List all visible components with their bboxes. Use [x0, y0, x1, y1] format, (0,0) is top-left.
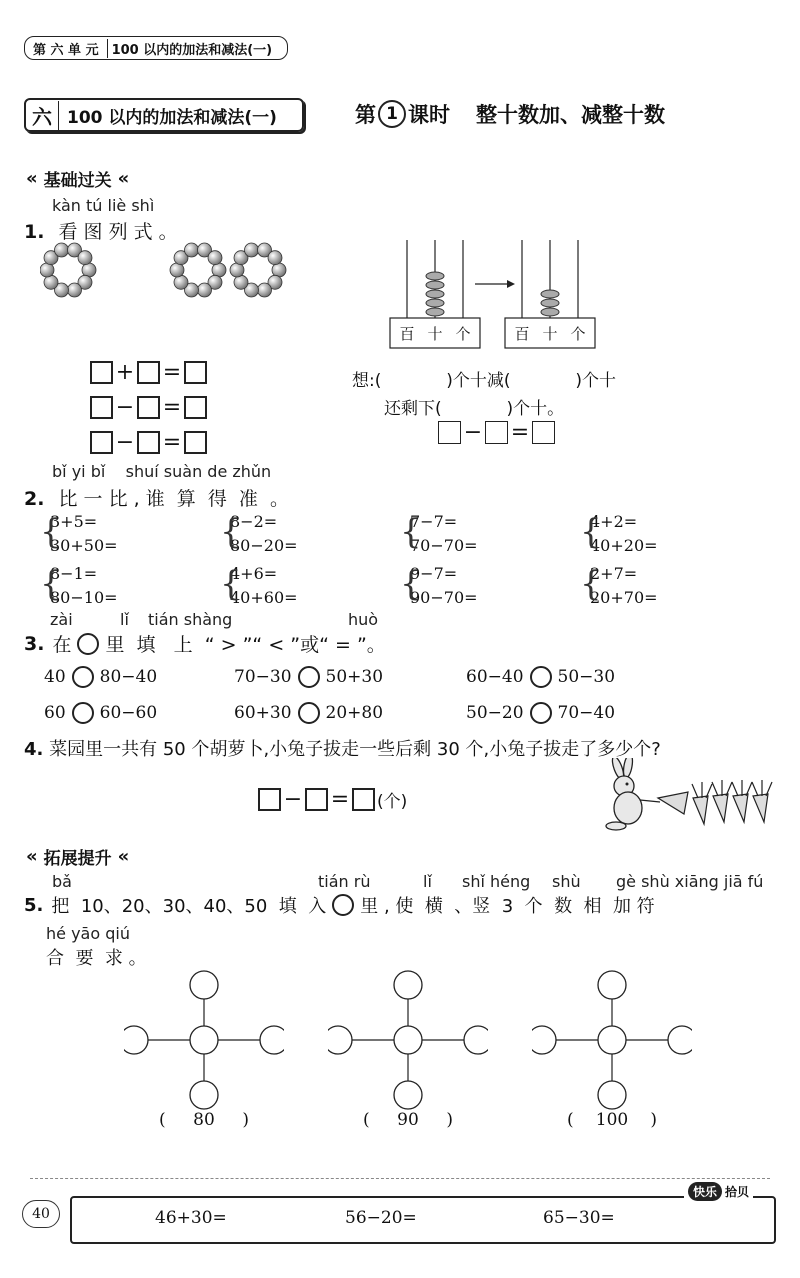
- bead: [198, 283, 212, 297]
- chevron-left-icon: «: [26, 845, 38, 867]
- abacus-beads-right: [541, 290, 559, 316]
- q2-expression[interactable]: 20+70=: [590, 588, 658, 607]
- page-number-badge: [22, 1200, 60, 1228]
- q2-expression[interactable]: 3+5=: [50, 512, 98, 531]
- lesson-title: [355, 98, 665, 130]
- cross-target-label: [159, 1110, 249, 1130]
- cross-circle-input[interactable]: [598, 1081, 626, 1109]
- q5-pinyin-5: shù: [552, 872, 581, 891]
- q1-pinyin: kàn tú liè shì: [52, 196, 155, 215]
- brace-icon: {: [400, 564, 422, 604]
- compare-circle-input[interactable]: [298, 666, 320, 688]
- q2-expression[interactable]: 8−1=: [50, 564, 98, 583]
- q3-right-expression: 70−40: [557, 703, 616, 723]
- bead: [82, 263, 96, 277]
- bead: [245, 243, 259, 257]
- answer-box[interactable]: [137, 431, 160, 454]
- q2-expression[interactable]: 70−70=: [410, 536, 478, 555]
- q3-right-expression: 80−40: [99, 667, 158, 687]
- cross-circle-input[interactable]: [124, 1026, 148, 1054]
- abacus-label-ge: 个: [570, 325, 586, 343]
- brace-icon: {: [40, 564, 62, 604]
- q2-expression[interactable]: 4+2=: [590, 512, 638, 531]
- answer-box[interactable]: [184, 361, 207, 384]
- unit-header: [24, 36, 288, 60]
- cross-circle-input[interactable]: [464, 1026, 488, 1054]
- paren-close: ): [446, 1110, 453, 1130]
- bead: [208, 251, 222, 265]
- q2-expression[interactable]: 30+50=: [50, 536, 118, 555]
- answer-box[interactable]: [90, 361, 113, 384]
- bead: [268, 251, 282, 265]
- q2-pair: [400, 510, 478, 558]
- brace-icon: {: [220, 564, 242, 604]
- brace-icon: {: [580, 512, 602, 552]
- chapter-title-bar: [24, 98, 304, 132]
- chevron-left-icon: «: [26, 167, 38, 189]
- abacus-label-bai: 百: [514, 325, 530, 343]
- rabbit-carrots-illustration: [598, 758, 778, 834]
- q3-number: 3.: [24, 632, 45, 655]
- abacus-label-shi: 十: [542, 325, 558, 343]
- q3-pinyin-li: lǐ: [120, 610, 129, 629]
- q3-comparison: [44, 666, 157, 688]
- bead: [212, 263, 226, 277]
- unit-label: 第 六 单 元: [25, 39, 108, 58]
- q1-equation-3: − =: [90, 428, 207, 456]
- q2-pair: [40, 510, 118, 558]
- cross-diagram-svg: [328, 960, 488, 1120]
- q3-left-expression: 40: [44, 667, 66, 687]
- q2-expression[interactable]: 7−7=: [410, 512, 458, 531]
- q3-comparison: [466, 666, 615, 688]
- q3-left-expression: 60−40: [466, 667, 524, 687]
- answer-box[interactable]: [184, 396, 207, 419]
- q1-equation-1: + =: [90, 358, 207, 386]
- cross-circle-input[interactable]: [394, 971, 422, 999]
- lesson-suffix: 课时: [408, 103, 450, 127]
- bead: [68, 283, 82, 297]
- q5-pinyin-4: shǐ héng: [462, 872, 531, 891]
- q3-pinyin-tianshang: tián shàng: [148, 610, 233, 629]
- compare-circle-input[interactable]: [298, 702, 320, 724]
- cross-target-label: [567, 1110, 657, 1130]
- brand-logo-bubble: 快乐: [688, 1182, 722, 1201]
- q3-left-expression: 60+30: [234, 703, 292, 723]
- q3-comparison: [44, 702, 157, 724]
- q2-expression[interactable]: 2+7=: [590, 564, 638, 583]
- brace-icon: {: [220, 512, 242, 552]
- answer-box[interactable]: [137, 361, 160, 384]
- lesson-number: 1: [378, 100, 406, 128]
- paren-open: (: [159, 1110, 166, 1130]
- q5-text-2: 里 , 使 横 、竖 3 个 数 相 加 符: [360, 896, 655, 917]
- q3-right-expression: 50−30: [557, 667, 616, 687]
- cross-circle-input[interactable]: [598, 1026, 626, 1054]
- cross-circle-input[interactable]: [190, 1081, 218, 1109]
- paren-open: (: [363, 1110, 370, 1130]
- q2-expression[interactable]: 40+20=: [590, 536, 658, 555]
- q2-text: 比 一 比 , 谁 算 得 准 。: [58, 488, 290, 510]
- section-basic-label: 基础过关: [43, 170, 112, 191]
- q3-right-expression: 60−60: [99, 703, 158, 723]
- q2-expression[interactable]: 40+60=: [230, 588, 298, 607]
- cross-diagram-svg: [124, 960, 284, 1120]
- answer-box[interactable]: [137, 396, 160, 419]
- answer-box[interactable]: [258, 788, 281, 811]
- q5-pinyin-3: lǐ: [423, 872, 432, 891]
- answer-box[interactable]: [90, 396, 113, 419]
- compare-circle-input[interactable]: [530, 666, 552, 688]
- q2-pair: [220, 562, 298, 610]
- footer-divider: [30, 1178, 770, 1179]
- q3-left-expression: 50−20: [466, 703, 524, 723]
- answer-box[interactable]: [90, 431, 113, 454]
- brand-logo: [684, 1182, 753, 1201]
- lesson-prefix: 第: [355, 103, 376, 127]
- q5-prompt-line-1: [24, 892, 655, 918]
- answer-box[interactable]: [438, 421, 461, 444]
- q2-prompt: [24, 484, 289, 511]
- compare-circle-input[interactable]: [72, 666, 94, 688]
- q5-text-3: 合 要 求 。: [46, 948, 147, 969]
- chevron-left-icon: «: [117, 167, 130, 189]
- q4-equation: − = (个): [258, 785, 407, 813]
- abacus-beads-left: [426, 272, 444, 316]
- footer-exercise-1: 46+30=: [155, 1208, 227, 1228]
- q2-number: 2.: [24, 488, 45, 510]
- abacus-illustration: [385, 238, 600, 350]
- cross-circle-input[interactable]: [328, 1026, 352, 1054]
- cross-target-label: [363, 1110, 453, 1130]
- bead: [55, 243, 69, 257]
- q4-prompt: [24, 735, 661, 761]
- q5-pinyin-2: tián rù: [318, 872, 371, 891]
- bead: [185, 243, 199, 257]
- lesson-topic: 整十数加、减整十数: [476, 103, 665, 127]
- compare-circle-input[interactable]: [72, 702, 94, 724]
- q3-text-1: 在: [52, 634, 72, 656]
- cross-circle-input[interactable]: [668, 1026, 692, 1054]
- footer-exercise-3: 65−30=: [543, 1208, 615, 1228]
- q1-think-line-1: 想:( )个十减( )个十: [352, 371, 616, 391]
- chapter-title: 100 以内的加法和减法(一): [67, 107, 277, 128]
- abacus-label-ge: 个: [455, 325, 471, 343]
- abacus-label-shi: 十: [427, 325, 443, 343]
- q1-equation-4: − =: [438, 418, 555, 446]
- q2-expression[interactable]: 80−20=: [230, 536, 298, 555]
- compare-circle-input[interactable]: [530, 702, 552, 724]
- q2-expression[interactable]: 8−2=: [230, 512, 278, 531]
- bead: [174, 275, 188, 289]
- q4-unit: (个): [377, 791, 408, 812]
- q5-pinyin-6: gè shù xiāng jiā fú: [616, 872, 764, 891]
- chapter-number: 六: [26, 101, 59, 130]
- brace-icon: {: [580, 564, 602, 604]
- bead: [258, 283, 272, 297]
- brand-logo-text: 拾贝: [725, 1185, 750, 1199]
- q1-equation-2: − =: [90, 393, 207, 421]
- q2-expression[interactable]: 4+6=: [230, 564, 278, 583]
- paren-close: ): [242, 1110, 249, 1130]
- cross-circle-input[interactable]: [394, 1026, 422, 1054]
- q5-number: 5.: [24, 894, 44, 916]
- cross-circle-input[interactable]: [260, 1026, 284, 1054]
- q2-pair: [580, 510, 658, 558]
- q3-right-expression: 20+80: [325, 703, 384, 723]
- section-extend-label: 拓展提升: [43, 848, 112, 869]
- brace-icon: {: [400, 512, 422, 552]
- bead: [170, 263, 184, 277]
- bead-ring: [40, 243, 286, 297]
- q3-comparison: [466, 702, 615, 724]
- bead-rings-illustration: [40, 240, 290, 306]
- q4-number: 4.: [24, 739, 44, 760]
- q2-pair: [40, 562, 118, 610]
- cross-circle-input[interactable]: [190, 1026, 218, 1054]
- fill-circle-icon: [332, 894, 354, 916]
- answer-box[interactable]: [184, 431, 207, 454]
- q1-think-line-2: 还剩下( )个十。: [384, 399, 565, 419]
- compare-circle-icon: [77, 633, 99, 655]
- answer-box[interactable]: [532, 421, 555, 444]
- q3-right-expression: 50+30: [325, 667, 384, 687]
- q3-text-2: 里 填 上 “ > ”“ < ”或“ = ”。: [105, 634, 386, 656]
- page-number: 40: [32, 1206, 50, 1222]
- footer-exercise-2: 56−20=: [345, 1208, 417, 1228]
- q3-pinyin-zai: zài: [50, 610, 73, 629]
- brace-icon: {: [40, 512, 62, 552]
- cross-target-value: 80: [193, 1110, 215, 1130]
- cross-circle-input[interactable]: [190, 971, 218, 999]
- cross-target-value: 100: [595, 1110, 629, 1130]
- answer-box[interactable]: [305, 788, 328, 811]
- bead: [44, 275, 58, 289]
- q3-comparison: [234, 702, 383, 724]
- cross-circle-input[interactable]: [394, 1081, 422, 1109]
- q2-pair: [220, 510, 298, 558]
- q5-pinyin-7: hé yāo qiú: [46, 924, 130, 943]
- q3-left-expression: 60: [44, 703, 66, 723]
- q1-number: 1.: [24, 221, 45, 243]
- q3-pinyin-huo: huò: [348, 610, 379, 629]
- paren-close: ): [650, 1110, 657, 1130]
- q4-text: 菜园里一共有 50 个胡萝卜,小兔子拔走一些后剩 30 个,小兔子拔走了多少个?: [49, 739, 661, 760]
- cross-circle-input[interactable]: [532, 1026, 556, 1054]
- q3-prompt: [24, 630, 386, 657]
- q2-pinyin: bǐ yi bǐ shuí suàn de zhǔn: [52, 462, 272, 481]
- q5-text-1: 把 10、20、30、40、50 填 入: [51, 896, 327, 917]
- q3-left-expression: 70−30: [234, 667, 292, 687]
- chevron-left-icon: «: [117, 845, 130, 867]
- section-extend: [26, 843, 129, 869]
- paren-open: (: [567, 1110, 574, 1130]
- q2-pair: [580, 562, 658, 610]
- abacus-label-bai: 百: [399, 325, 415, 343]
- bead: [234, 275, 248, 289]
- unit-title: 100 以内的加法和减法(一): [111, 42, 273, 58]
- q2-expression[interactable]: 9−7=: [410, 564, 458, 583]
- cross-circle-input[interactable]: [598, 971, 626, 999]
- q5-pinyin-1: bǎ: [52, 872, 72, 891]
- cross-diagram-svg: [532, 960, 692, 1120]
- cross-target-value: 90: [397, 1110, 419, 1130]
- q2-expression[interactable]: 80−10=: [50, 588, 118, 607]
- section-basic: [26, 165, 129, 191]
- answer-box[interactable]: [485, 421, 508, 444]
- q2-pair: [400, 562, 478, 610]
- q2-expression[interactable]: 90−70=: [410, 588, 478, 607]
- bead: [40, 263, 54, 277]
- q1-text: 看 图 列 式 。: [58, 221, 178, 243]
- bead: [78, 251, 92, 265]
- bead: [272, 263, 286, 277]
- q3-comparison: [234, 666, 383, 688]
- answer-box[interactable]: [352, 788, 375, 811]
- bead: [230, 263, 244, 277]
